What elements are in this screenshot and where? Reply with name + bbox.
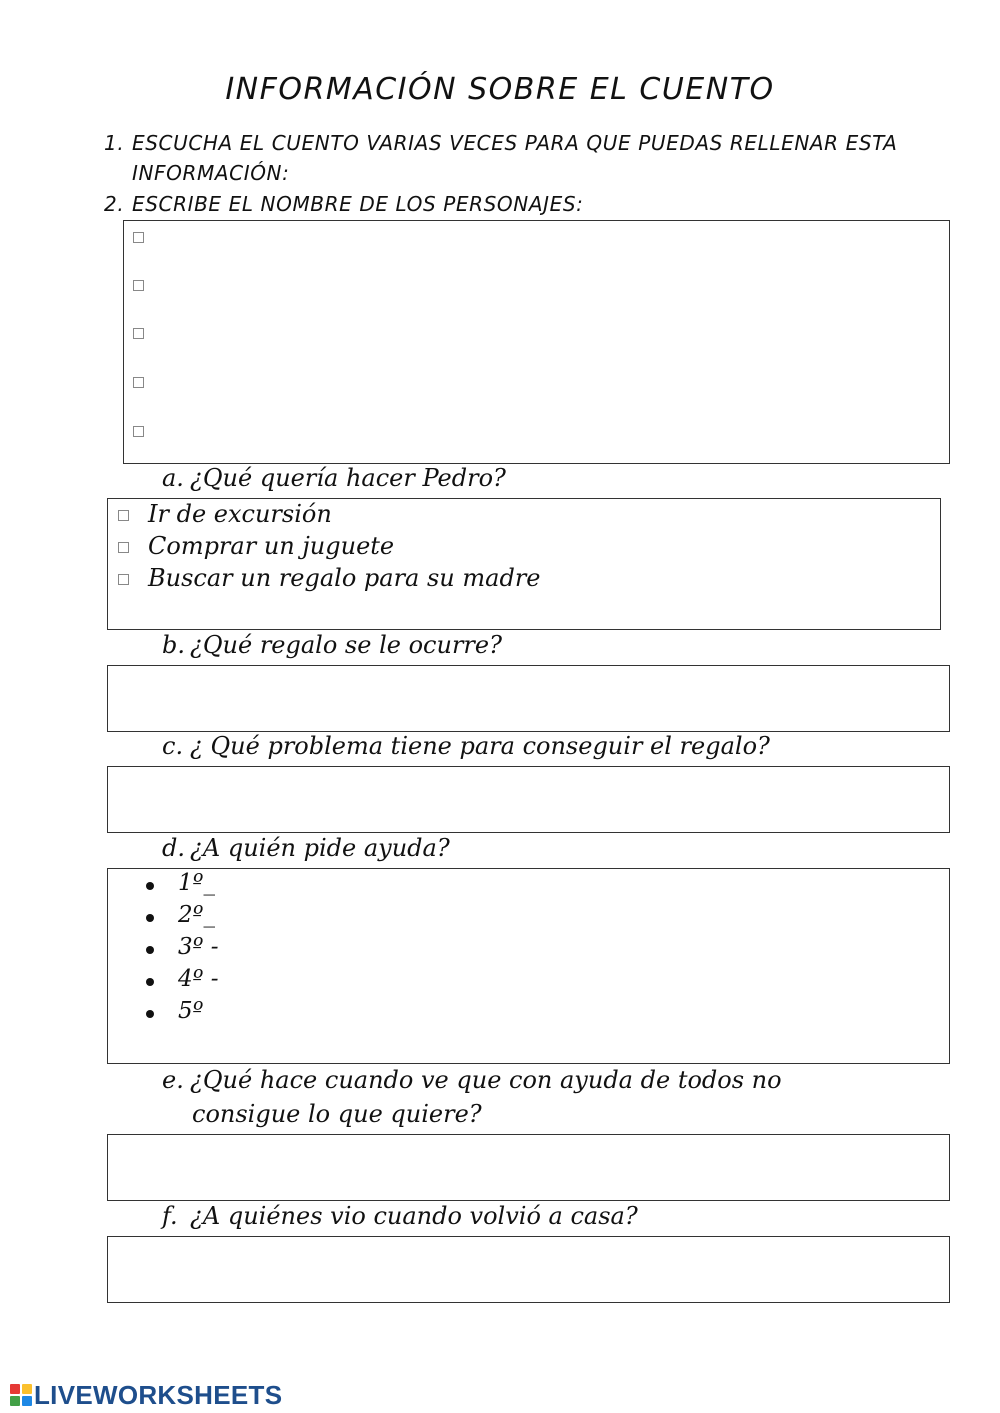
question-e-answer-box[interactable] [107, 1134, 950, 1201]
question-b [162, 631, 502, 659]
bullet [146, 946, 154, 954]
question-f-answer-box[interactable] [107, 1236, 950, 1303]
option-label: Ir de excursión [148, 500, 332, 528]
liveworksheets-brand[interactable] [10, 1380, 282, 1410]
instruction-1 [104, 131, 897, 155]
question-letter: c. [162, 732, 184, 760]
question-e-continued: consigue lo que quiere? [192, 1100, 482, 1128]
question-text: ¿Qué hace cuando ve que con ayuda de todos no [190, 1066, 782, 1094]
question-text: ¿A quién pide ayuda? [190, 834, 450, 862]
question-f [162, 1202, 638, 1230]
helper-item: 3º - [178, 934, 219, 960]
option-checkbox[interactable] [118, 510, 129, 521]
question-c-answer-box[interactable] [107, 766, 950, 833]
instruction-2 [104, 192, 583, 216]
question-b-answer-box[interactable] [107, 665, 950, 732]
question-e [162, 1066, 782, 1094]
question-text: ¿Qué quería hacer Pedro? [190, 464, 506, 492]
question-d-answer-box[interactable] [107, 868, 950, 1064]
logo-square-blue [22, 1396, 32, 1406]
helper-item: 1º_ [178, 870, 215, 896]
brand-name: LIVEWORKSHEETS [34, 1379, 283, 1410]
question-letter: a. [162, 464, 184, 492]
question-a [162, 464, 506, 492]
helper-item: 5º [178, 998, 204, 1024]
instruction-1-continued: INFORMACIÓN: [132, 161, 290, 185]
question-c [162, 732, 770, 760]
page-title: INFORMACIÓN SOBRE EL CUENTO [225, 72, 775, 107]
character-checkbox[interactable] [133, 426, 144, 437]
bullet [146, 914, 154, 922]
character-checkbox[interactable] [133, 377, 144, 388]
character-checkbox[interactable] [133, 280, 144, 291]
question-text: ¿A quiénes vio cuando volvió a casa? [190, 1202, 638, 1230]
instruction-text: ESCRIBE EL NOMBRE DE LOS PERSONAJES: [132, 192, 584, 216]
logo-square-yellow [22, 1384, 32, 1394]
option-checkbox[interactable] [118, 542, 129, 553]
question-letter: f. [162, 1202, 178, 1230]
character-checkbox[interactable] [133, 232, 144, 243]
option-label: Buscar un regalo para su madre [148, 564, 541, 592]
question-letter: e. [162, 1066, 184, 1094]
option-label: Comprar un juguete [148, 532, 395, 560]
character-checkbox[interactable] [133, 328, 144, 339]
bullet [146, 978, 154, 986]
bullet [146, 1010, 154, 1018]
question-text: ¿Qué regalo se le ocurre? [190, 631, 502, 659]
instruction-number: 1. [104, 131, 125, 155]
question-letter: b. [162, 631, 185, 659]
option-checkbox[interactable] [118, 574, 129, 585]
question-text: ¿ Qué problema tiene para conseguir el regalo? [190, 732, 770, 760]
logo-square-red [10, 1384, 20, 1394]
instruction-text: ESCUCHA EL CUENTO VARIAS VECES PARA QUE PUEDAS RELLENAR ESTA [132, 131, 898, 155]
question-letter: d. [162, 834, 185, 862]
brand-logo-icon [10, 1384, 32, 1406]
bullet [146, 882, 154, 890]
instruction-number: 2. [104, 192, 125, 216]
helper-item: 2º_ [178, 902, 215, 928]
question-d [162, 834, 450, 862]
helper-item: 4º - [178, 966, 219, 992]
characters-answer-box[interactable] [123, 220, 950, 464]
logo-square-green [10, 1396, 20, 1406]
